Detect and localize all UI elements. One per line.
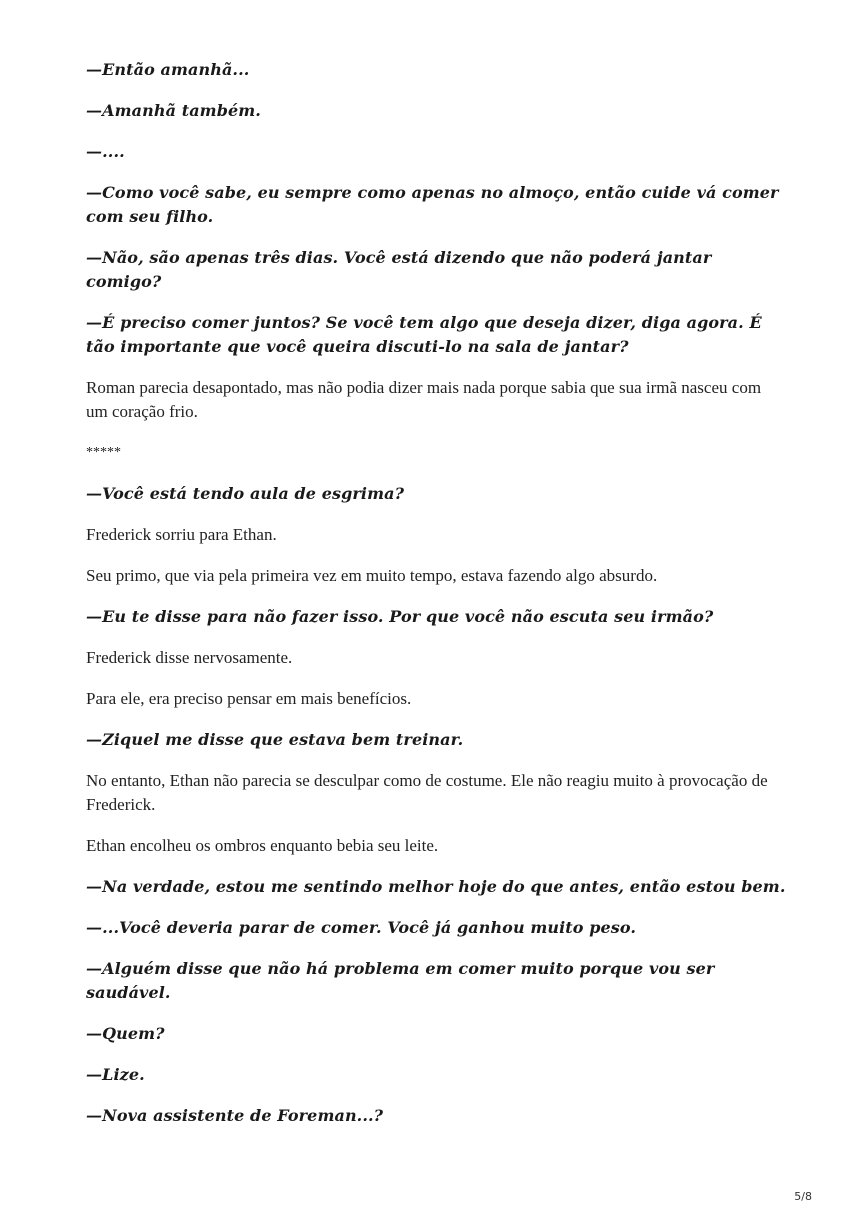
narration-paragraph: Para ele, era preciso pensar em mais benefícios. (86, 689, 412, 708)
dialogue-line: —Então amanhã... (86, 60, 250, 79)
dialogue-line: —Eu te disse para não fazer isso. Por que você não escuta seu irmão? (86, 607, 714, 626)
dialogue-line: —Lize. (86, 1065, 145, 1084)
dialogue-line: —Não, são apenas três dias. Você está dizendo que não poderá jantar comigo? (86, 248, 712, 291)
dialogue-line: —...Você deveria parar de comer. Você já ganhou muito peso. (86, 918, 637, 937)
narration-paragraph: Frederick sorriu para Ethan. (86, 525, 277, 544)
dialogue-line: —Ziquel me disse que estava bem treinar. (86, 730, 464, 749)
page-number: 5/8 (794, 1190, 812, 1203)
narration-paragraph: Frederick disse nervosamente. (86, 648, 293, 667)
dialogue-line: —.... (86, 142, 125, 161)
narration-paragraph: Seu primo, que via pela primeira vez em muito tempo, estava fazendo algo absurdo. (86, 566, 658, 585)
dialogue-line: —Como você sabe, eu sempre como apenas no almoço, então cuide vá comer com seu filho. (86, 183, 779, 226)
dialogue-line: —Na verdade, estou me sentindo melhor hoje do que antes, então estou bem. (86, 877, 786, 896)
narration-paragraph: No entanto, Ethan não parecia se desculpar como de costume. Ele não reagiu muito à provocação de Frederick. (86, 771, 768, 814)
dialogue-line: —Quem? (86, 1024, 165, 1043)
narration-paragraph: Ethan encolheu os ombros enquanto bebia seu leite. (86, 836, 439, 855)
dialogue-line: —Amanhã também. (86, 101, 261, 120)
scene-separator: ***** (86, 445, 121, 460)
narration-paragraph: Roman parecia desapontado, mas não podia dizer mais nada porque sabia que sua irmã nasceu com um coração frio. (86, 378, 762, 421)
dialogue-line: —Nova assistente de Foreman...? (86, 1106, 384, 1125)
document-body (86, 58, 786, 1145)
dialogue-line: —É preciso comer juntos? Se você tem algo que deseja dizer, diga agora. É tão importante que você queira discuti-lo na sala de jantar? (86, 313, 762, 356)
dialogue-line: —Você está tendo aula de esgrima? (86, 484, 405, 503)
dialogue-line: —Alguém disse que não há problema em comer muito porque vou ser saudável. (86, 959, 715, 1002)
